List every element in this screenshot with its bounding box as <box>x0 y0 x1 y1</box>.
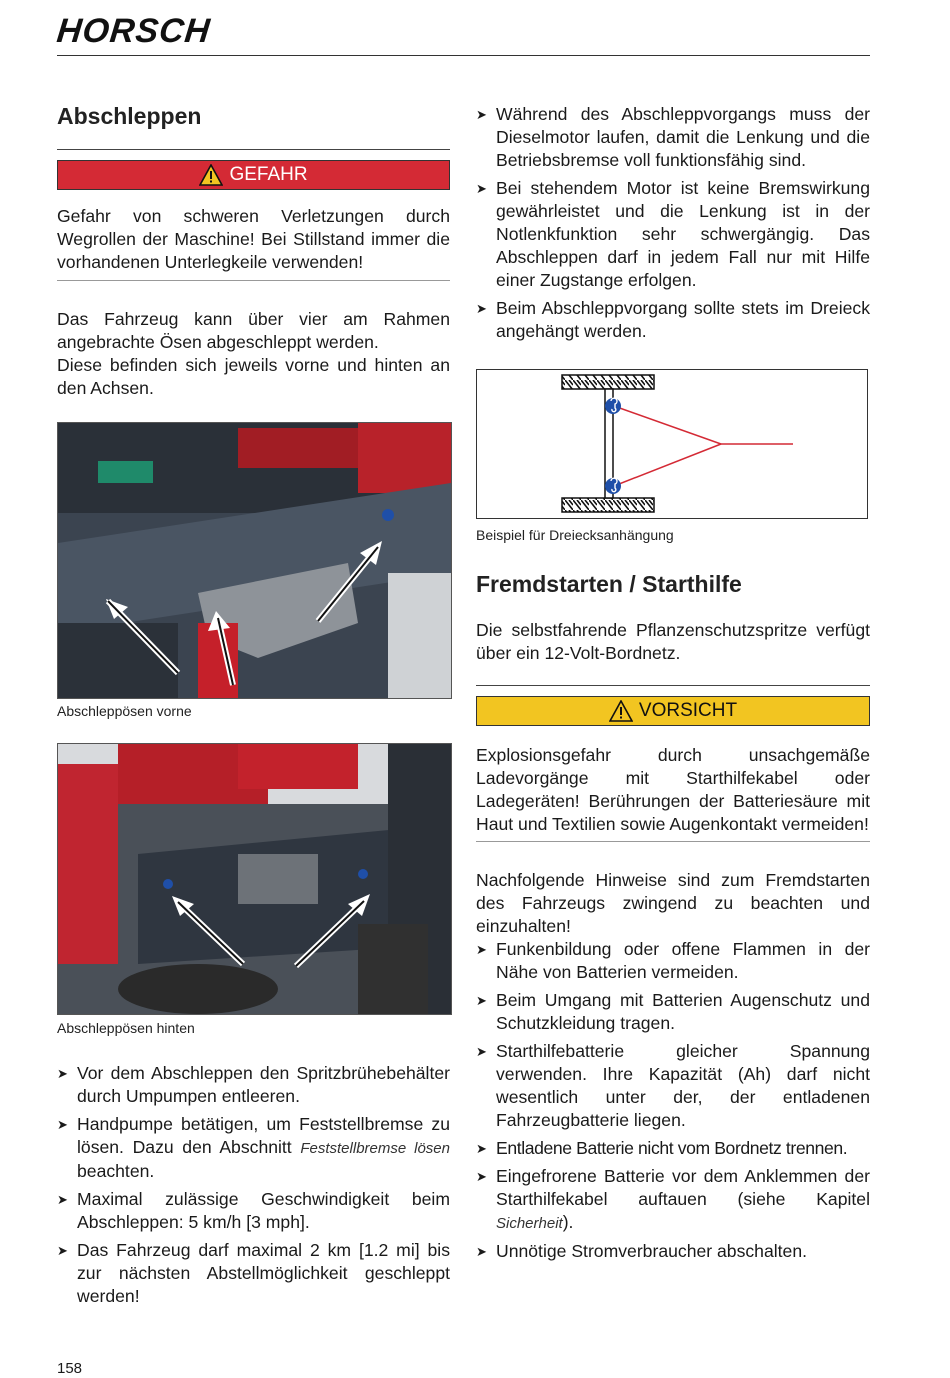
list-item: ➤ Beim Abschleppvorgang sollte stets im Dreieck angehängt werden. <box>476 298 870 341</box>
diagram-caption: Beispiel für Dreiecksanhängung <box>476 527 674 543</box>
caution-end-rule <box>476 841 870 842</box>
title-rule <box>57 149 450 150</box>
arrowhead-bullet-icon: ➤ <box>57 1066 68 1081</box>
arrowhead-bullet-icon: ➤ <box>476 1044 487 1059</box>
caption-front: Abschleppösen vorne <box>57 703 192 719</box>
towing-bullet-list-continued <box>476 103 870 348</box>
list-item: ➤ Handpumpe betätigen, um Feststellbremse zu lösen. Dazu den Abschnitt Feststellbremse lösen beachten. <box>57 1114 450 1181</box>
header-rule <box>57 55 870 56</box>
list-item: ➤ Bei stehendem Motor ist keine Bremswirkung gewährleistet und die Lenkung ist in der Notlenkfunktion sehr schwergängig. Das Abschleppen darf in jedem Fall nur mit Hilfe einer Zugstange erfolgen. <box>476 178 870 290</box>
caution-banner <box>476 696 870 726</box>
arrowhead-bullet-icon: ➤ <box>57 1192 68 1207</box>
warning-triangle-icon <box>199 164 223 186</box>
danger-label: GEFAHR <box>229 164 308 185</box>
arrowhead-bullet-icon: ➤ <box>476 1169 487 1184</box>
caption-rear: Abschleppösen hinten <box>57 1020 195 1036</box>
photo-towing-eyes-front <box>57 422 452 699</box>
photo-towing-eyes-rear <box>57 743 452 1015</box>
list-item: ➤ Starthilfebatterie gleicher Spannung verwenden. Ihre Kapazität (Ah) darf nicht wesentlich unter der, der entladenen Fahrzeugbatterie liegen. <box>476 1041 870 1130</box>
triangle-hitch-diagram <box>476 369 868 519</box>
caution-text: Explosionsgefahr durch unsachgemäße Ladevorgänge mit Starthilfekabel oder Ladegeräten! Berührungen der Batteriesäure mit Haut und Textilien sowie Augenkontakt vermeiden! <box>476 745 870 834</box>
cross-reference: Feststellbremse lösen <box>300 1140 450 1157</box>
arrowhead-bullet-icon: ➤ <box>476 1141 487 1156</box>
list-item: ➤ Vor dem Abschleppen den Spritzbrühebehälter durch Umpumpen entleeren. <box>57 1063 450 1106</box>
list-item: ➤ Während des Abschleppvorgangs muss der Dieselmotor laufen, damit die Lenkung und die Betriebsbremse voll funktionsfähig sind. <box>476 104 870 170</box>
caution-label: VORSICHT <box>638 700 738 721</box>
arrowhead-bullet-icon: ➤ <box>476 301 487 316</box>
jump-start-intro: Die selbstfahrende Pflanzenschutzspritze verfügt über ein 12-Volt-Bordnetz. <box>476 620 870 663</box>
arrowhead-bullet-icon: ➤ <box>476 1244 487 1259</box>
danger-banner <box>57 160 450 190</box>
list-item: ➤ Unnötige Stromverbraucher abschalten. <box>476 1241 807 1261</box>
page-number: 158 <box>57 1360 83 1377</box>
danger-end-rule <box>57 280 450 281</box>
arrowhead-bullet-icon: ➤ <box>57 1243 68 1258</box>
arrowhead-bullet-icon: ➤ <box>476 993 487 1008</box>
list-item: ➤ Funkenbildung oder offene Flammen in der Nähe von Batterien vermeiden. <box>476 939 870 982</box>
notes-intro: Nachfolgende Hinweise sind zum Fremdstarten des Fahrzeugs zwingend zu beachten und einzuhalten! <box>476 870 870 936</box>
list-item: ➤ Eingefrorene Batterie vor dem Anklemmen der Starthilfekabel auftauen (siehe Kapitel Sicherheit). <box>476 1166 870 1232</box>
warning-triangle-icon <box>609 700 633 722</box>
front-wheel-shape <box>562 375 654 389</box>
arrowhead-bullet-icon: ➤ <box>476 942 487 957</box>
list-item: ➤ Das Fahrzeug darf maximal 2 km [1.2 mi] bis zur nächsten Abstellmöglichkeit geschleppt werden! <box>57 1240 450 1306</box>
arrowhead-bullet-icon: ➤ <box>57 1117 68 1132</box>
caution-top-rule <box>476 685 870 686</box>
section-title-towing: Abschleppen <box>57 103 202 129</box>
towing-bullet-list <box>57 1062 450 1313</box>
intro-paragraph-2: Diese befinden sich jeweils vorne und hinten an den Achsen. <box>57 355 450 398</box>
list-item: ➤ Entladene Batterie nicht vom Bordnetz trennen. <box>476 1138 848 1158</box>
list-item: ➤ Maximal zulässige Geschwindigkeit beim Abschleppen: 5 km/h [3 mph]. <box>57 1189 450 1232</box>
list-item: ➤ Beim Umgang mit Batterien Augenschutz und Schutzkleidung tragen. <box>476 990 870 1033</box>
brand-logo: HORSCH <box>55 12 213 50</box>
arrowhead-bullet-icon: ➤ <box>476 181 487 196</box>
arrowhead-bullet-icon: ➤ <box>476 107 487 122</box>
cross-reference: Sicherheit <box>496 1215 563 1232</box>
intro-paragraph-1: Das Fahrzeug kann über vier am Rahmen angebrachte Ösen abgeschleppt werden. <box>57 309 450 352</box>
danger-text: Gefahr von schweren Verletzungen durch Wegrollen der Maschine! Bei Stillstand immer die vorhandenen Unterlegkeile verwenden! <box>57 206 450 272</box>
rear-wheel-shape <box>562 498 654 512</box>
section-title-jump-start: Fremdstarten / Starthilfe <box>476 571 742 597</box>
jump-start-bullet-list <box>476 938 870 1268</box>
